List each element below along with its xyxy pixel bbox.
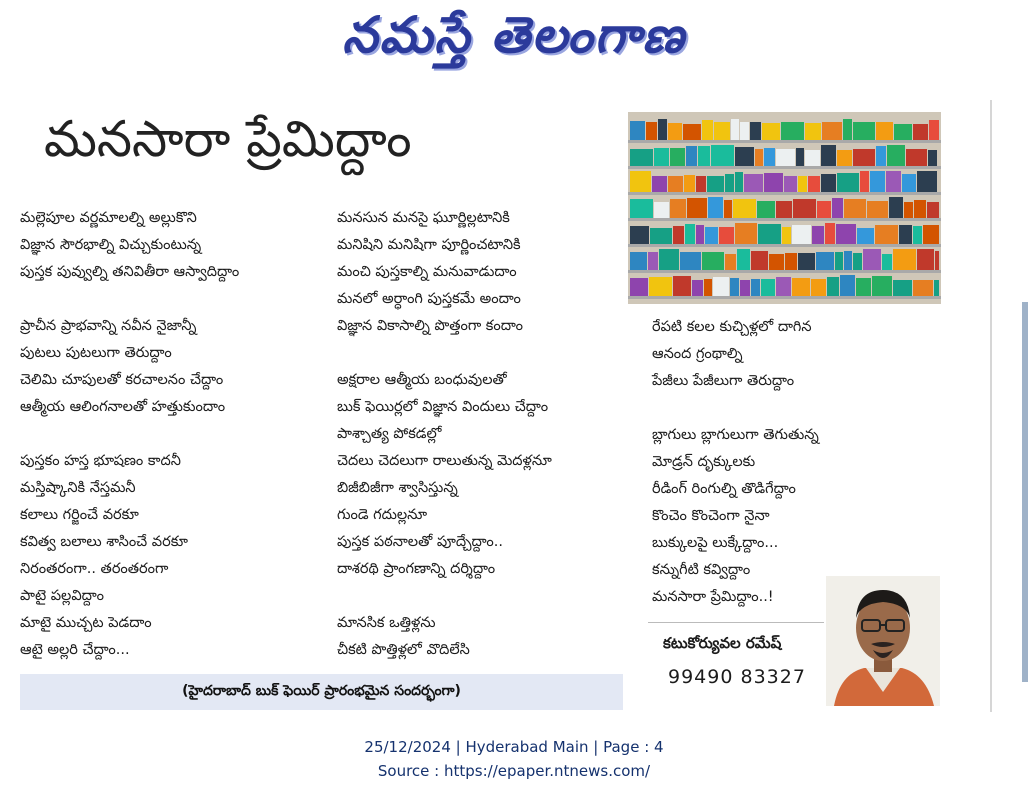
book-spine (899, 225, 912, 244)
book-spine (757, 201, 775, 218)
book-spine (913, 226, 922, 244)
book-spine (882, 254, 892, 270)
book-spine (906, 149, 927, 166)
book-spine (673, 276, 691, 296)
poem-headline: మనసారా ప్రేమిద్దాం (44, 110, 412, 168)
book-spine (705, 227, 718, 244)
book-spine (692, 280, 703, 296)
poem-line: మల్లెపూల వర్ణమాలల్ని అల్లుకొని (20, 210, 197, 226)
book-spine (668, 123, 682, 140)
book-spine (702, 252, 724, 270)
poem-line: పాటై పల్లవిద్దాం (20, 588, 104, 604)
book-spine (811, 279, 826, 296)
poem-line: పుస్తకం హస్త భూషణం కాదనీ (20, 453, 181, 469)
author-name: కటుకోర్యువల రమేష్ (663, 634, 782, 652)
book-spine (668, 176, 683, 192)
book-spine (713, 277, 729, 296)
book-spine (821, 174, 836, 192)
book-spine (886, 171, 901, 192)
book-spine (735, 223, 757, 244)
book-spine (798, 253, 815, 270)
poem-line: ప్రాచీన ప్రాభవాన్ని నవీన నైజాన్నీ (20, 318, 197, 334)
poem-column-2 (337, 205, 552, 664)
book-spine (670, 148, 685, 166)
book-spine (630, 199, 653, 218)
bookshelf-illustration (628, 112, 941, 304)
book-spine (725, 254, 736, 270)
poem-line: పేజీలు పేజీలుగా తెరుద్దాం (652, 373, 795, 389)
book-spine (650, 228, 672, 244)
shelf-plank (628, 244, 941, 247)
book-spine (837, 173, 859, 192)
poem-line: మానసిక ఒత్తిళ్లను (337, 615, 436, 631)
book-spine (730, 278, 739, 296)
stanza-gap (20, 286, 239, 313)
book-spine (817, 201, 831, 218)
book-spine (793, 199, 816, 218)
book-spine (764, 148, 775, 166)
book-spine (929, 120, 939, 140)
book-spine (776, 149, 795, 166)
book-spine (714, 122, 730, 140)
book-spine (782, 227, 791, 244)
book-spine (684, 175, 695, 192)
book-spine (750, 122, 761, 140)
book-spine (630, 149, 653, 166)
book-spine (630, 121, 645, 140)
book-spine (805, 150, 820, 166)
book-spine (685, 224, 695, 244)
book-spine (927, 202, 939, 218)
poem-line: మంచి పుస్తకాల్ని మనువాడుదాం (337, 264, 517, 280)
book-spine (649, 277, 672, 296)
book-spine (751, 279, 760, 296)
book-spine (827, 277, 839, 296)
book-spine (654, 148, 669, 166)
poem-line: చెదలు చెదలుగా రాలుతున్న మెదళ్లనూ (337, 453, 552, 469)
book-spine (857, 228, 874, 244)
book-spine (740, 280, 750, 296)
poem-line: కలాలు గర్జించే వరకూ (20, 507, 139, 523)
book-spine (670, 199, 686, 218)
bookshelf-photo (628, 112, 941, 304)
book-spine (889, 197, 903, 218)
book-spine (913, 124, 928, 140)
book-spine (876, 122, 893, 140)
book-spine (769, 254, 784, 270)
book-spine (673, 226, 684, 244)
book-spine (698, 146, 710, 166)
poem-line: మస్తిష్కానికి నేస్తమనీ (20, 480, 136, 496)
book-spine (860, 171, 869, 192)
book-spine (917, 171, 937, 192)
book-spine (707, 176, 724, 192)
stanza-gap (337, 583, 552, 610)
book-spine (835, 252, 843, 270)
book-spine (740, 122, 749, 140)
book-spine (872, 276, 892, 296)
book-spine (843, 119, 852, 140)
book-spine (731, 119, 739, 140)
book-spine (875, 225, 898, 244)
book-spine (844, 251, 852, 270)
adjacent-article-edge (1022, 302, 1028, 682)
book-spine (812, 226, 824, 244)
poem-line: పాశ్చాత్య పోకడల్లో (337, 426, 442, 442)
book-spine (630, 252, 647, 270)
poem-line: మనిషిని మనిషిగా పూర్ణించటానికి (337, 237, 521, 253)
book-spine (867, 201, 888, 218)
poem-line: విజ్ఞాన వికాసాల్ని పొత్తంగా కందాం (337, 318, 523, 334)
poem-column-1 (20, 205, 239, 664)
poem-line: నిరంతరంగా.. తరంతరంగా (20, 561, 169, 577)
book-spine (893, 280, 912, 296)
poem-line: చెలిమి చూపులతో కరచాలనం చేద్దాం (20, 372, 224, 388)
poem-line: దాశరథి ప్రాంగణాన్ని దర్శిద్దాం (337, 561, 496, 577)
book-spine (659, 249, 679, 270)
book-spine (913, 280, 933, 296)
poem-line: ఆత్మీయ ఆలింగనాలతో హత్తుకుందాం (20, 399, 226, 415)
masthead-title: నమస్తే తెలంగాణ (342, 6, 686, 64)
book-spine (934, 280, 939, 296)
book-spine (844, 199, 866, 218)
poem-line: పుటలు పుటలుగా తెరుద్దాం (20, 345, 172, 361)
book-spine (680, 252, 701, 270)
poem-line: కవిత్వ బలాలు శాసించే వరకూ (20, 534, 188, 550)
poem-line: మాటై ముచ్చట పెడదాం (20, 615, 152, 631)
footer-source: Source : https://epaper.ntnews.com/ (377, 762, 651, 780)
poem-line: అక్షరాల ఆత్మీయ బంధువులతో (337, 372, 507, 388)
book-spine (724, 200, 732, 218)
book-spine (711, 145, 734, 166)
book-spine (755, 149, 763, 166)
poem-line: పుస్తక పఠనాలతో పూద్చేద్దాం.. (337, 534, 503, 550)
book-spine (836, 224, 856, 244)
stanza-gap (652, 395, 819, 422)
shelf-plank (628, 140, 941, 143)
book-spine (792, 225, 811, 244)
poem-line: బ్లాగులు బ్లాగులుగా తెగుతున్న (652, 427, 819, 443)
poem-line: చీకటి పొత్తిళ్లలో వొదిలేసి (337, 642, 470, 658)
book-spine (630, 278, 648, 296)
book-spine (630, 171, 651, 192)
book-spine (630, 226, 649, 244)
book-spine (735, 172, 743, 192)
book-spine (914, 200, 926, 218)
book-spine (917, 249, 934, 270)
poem-line: రేపటి కలల కుచ్చిళ్లలో దాగిన (652, 319, 812, 335)
book-spine (798, 176, 807, 192)
book-spine (785, 253, 797, 270)
author-phone: 99490 83327 (668, 666, 806, 688)
book-spine (758, 224, 781, 244)
book-spine (825, 223, 835, 244)
book-spine (652, 176, 667, 192)
book-spine (904, 202, 913, 218)
poem-line: కొంచెం కొంచెంగా నైనా (652, 508, 770, 524)
book-spine (737, 249, 750, 270)
book-spine (686, 146, 697, 166)
poem-line: బిజీబిజీగా శ్వాసిస్తున్న (337, 480, 458, 496)
stanza-gap (337, 340, 552, 367)
book-spine (696, 176, 706, 192)
book-spine (870, 171, 885, 192)
book-spine (928, 150, 937, 166)
book-spine (923, 225, 939, 244)
book-spine (744, 174, 763, 192)
book-spine (792, 278, 810, 296)
caption-box (20, 674, 623, 710)
book-spine (658, 119, 667, 140)
book-spine (876, 146, 886, 166)
poem-line: బుక్కులపై లుక్కేద్దాం... (652, 535, 779, 551)
poem-line: బుక్ ఫెయిర్లలో విజ్ఞాన విందులు చేద్దాం (337, 399, 549, 415)
book-spine (683, 124, 701, 140)
footer-date-edition: 25/12/2024 | Hyderabad Main | Page : 4 (364, 738, 664, 756)
column-rule (990, 100, 992, 712)
book-spine (837, 150, 852, 166)
shelf-plank (628, 192, 941, 195)
poem-line: రీడింగ్ రింగుల్ని తొడిగేద్దాం (652, 481, 796, 497)
book-spine (808, 176, 820, 192)
book-spine (935, 251, 939, 270)
book-spine (733, 199, 756, 218)
book-spine (702, 120, 713, 140)
book-spine (764, 173, 783, 192)
book-spine (853, 122, 875, 140)
book-spine (816, 252, 834, 270)
book-spine (832, 198, 843, 218)
book-spine (654, 202, 669, 218)
book-spine (821, 145, 836, 166)
book-spine (902, 174, 916, 192)
book-spine (822, 122, 842, 140)
book-spine (751, 251, 768, 270)
book-spine (781, 122, 804, 140)
book-spine (696, 225, 704, 244)
newspaper-masthead (0, 6, 1028, 77)
poem-column-3 (652, 314, 819, 611)
poem-line: ఆటై అల్లరి చేద్దాం... (20, 642, 130, 658)
book-spine (687, 198, 707, 218)
book-spine (863, 249, 881, 270)
author-photo (826, 576, 940, 706)
poem-line: గుండె గదుల్లనూ (337, 507, 428, 523)
book-spine (805, 123, 821, 140)
poem-line: మనలో అర్ధాంగి పుస్తకమే అందాం (337, 291, 521, 307)
book-spine (708, 197, 723, 218)
shelf-plank (628, 166, 941, 169)
poem-line: కన్నుగీటి కవ్విద్దాం (652, 562, 751, 578)
shelf-plank (628, 270, 941, 273)
book-spine (784, 176, 797, 192)
book-spine (887, 145, 905, 166)
book-spine (853, 149, 875, 166)
caption-text: (హైదరాబాద్ బుక్ ఫెయిర్ ప్రారంభమైన సందర్భంగా) (182, 682, 461, 699)
poem-line: మోడ్రన్ దృక్కులకు (652, 454, 756, 470)
poem-line: పుస్తక పువ్వుల్ని తనివితీరా ఆస్వాదిద్దాం (20, 264, 240, 280)
book-spine (719, 227, 734, 244)
book-spine (648, 252, 658, 270)
book-spine (856, 278, 871, 296)
book-spine (776, 277, 791, 296)
book-spine (762, 123, 780, 140)
book-spine (761, 279, 775, 296)
book-spine (894, 124, 912, 140)
book-spine (776, 201, 792, 218)
poem-line: విజ్ఞాన సౌరభాల్ని విచ్చుకుంటున్న (20, 237, 202, 253)
book-spine (840, 275, 855, 296)
author-divider (648, 622, 824, 623)
poem-line: ఆనంద గ్రంథాల్ని (652, 346, 743, 362)
book-spine (853, 253, 862, 270)
poem-line: మనసారా ప్రేమిద్దాం..! (652, 589, 774, 605)
book-spine (725, 174, 734, 192)
book-spine (735, 147, 754, 166)
stanza-gap (20, 421, 239, 448)
book-spine (704, 279, 712, 296)
book-spine (893, 249, 916, 270)
poem-line: మనసున మనసై ఘూర్ణిల్లటానికి (337, 210, 510, 226)
book-spine (796, 148, 804, 166)
shelf-plank (628, 296, 941, 299)
shelf-plank (628, 218, 941, 221)
author-portrait (826, 576, 940, 706)
book-spine (646, 122, 657, 140)
